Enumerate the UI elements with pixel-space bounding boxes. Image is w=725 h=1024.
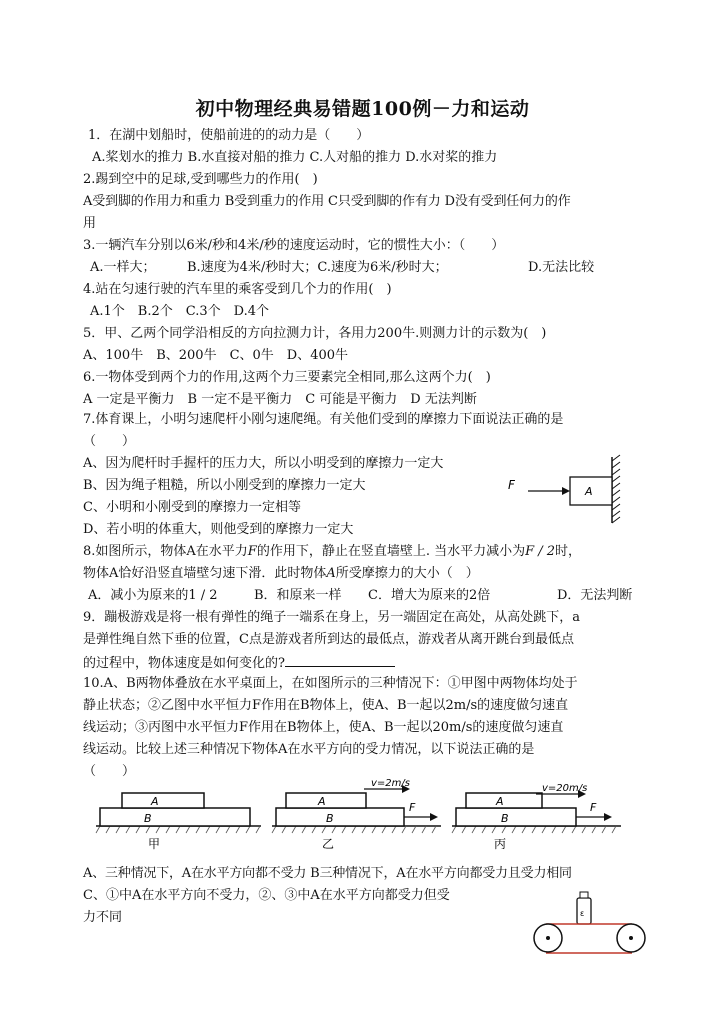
q2-stem: 2.踢到空中的足球,受到哪些力的作用( ): [83, 172, 318, 187]
wall-force-label: F: [508, 478, 515, 492]
q3-option-d: D.无法比较: [528, 260, 595, 275]
q6-options: A 一定是平衡力 B 一定不是平衡力 C 可能是平衡力 D 无法判断: [83, 392, 477, 407]
q5-options: A、100牛 B、200牛 C、0牛 D、400牛: [83, 348, 349, 363]
q4-stem: 4.站在匀速行驶的汽车里的乘客受到几个力的作用( ): [83, 282, 392, 297]
q8-stem: 8.如图所示，物体A在水平力F的作用下，静止在竖直墙壁上. 当水平力减小为F / 2时，: [83, 544, 582, 559]
q1-options: A.桨划水的推力 B.水直接对船的推力 C.人对船的推力 D.水对桨的推力: [92, 150, 498, 165]
q3-option-a: A.一样大；: [90, 260, 156, 275]
q5-stem: 5．甲、乙两个同学沿相反的方向拉测力计，各用力200牛.则测力计的示数为( ): [83, 326, 547, 341]
jia-block-a: A: [151, 795, 159, 808]
q10-stem-2: 静止状态；②乙图中水平恒力F作用在B物体上，使A、B一起以2m/s的速度做匀速直: [83, 698, 569, 713]
answer-blank[interactable]: [285, 654, 395, 667]
figure-bing: [452, 783, 621, 851]
yi-block-b: B: [326, 812, 334, 825]
q10-stem: 10.A、B两物体叠放在水平桌面上，在如图所示的三种情况下：①甲图中两物体均处于: [83, 676, 578, 691]
q3-stem: 3.一辆汽车分别以6米/秒和4米/秒的速度运动时，它的惯性大小：（ ）: [83, 238, 505, 253]
q7-option-d: D、若小明的体重大，则他受到的摩擦力一定大: [83, 522, 354, 537]
q7-stem: 7.体育课上，小明匀速爬杆小刚匀速爬绳。有关他们受到的摩擦力下面说法正确的是: [83, 412, 564, 427]
yi-force-label: F: [409, 801, 416, 814]
q9-stem-end: 的过程中，物体速度是如何变化的?: [83, 654, 395, 672]
blocks-figure: [96, 778, 636, 856]
q6-stem: 6.一物体受到两个力的作用,这两个力三要素完全相同,那么这两个力( ): [83, 370, 491, 385]
yi-speed-label: v=2m/s: [371, 778, 410, 789]
q7-option-c: C、小明和小刚受到的摩擦力一定相等: [83, 500, 301, 515]
q4-options: A.1个 B.2个 C.3个 D.4个: [90, 304, 269, 319]
jia-block-b: B: [144, 812, 152, 825]
q7-option-a: A、因为爬杆时手握杆的压力大，所以小明受到的摩擦力一定大: [83, 456, 444, 471]
q7-option-b: B、因为绳子粗糙，所以小刚受到的摩擦力一定大: [83, 478, 366, 493]
q2-options-cont: 用: [83, 216, 97, 231]
conveyor-figure: [534, 886, 654, 961]
q10-stem-5: （ ）: [83, 764, 136, 779]
q8-option-c: C．增大为原来的2倍: [368, 588, 491, 603]
wall-figure: [500, 455, 635, 525]
q1-stem: 1．在湖中划船时，使船前进的的动力是（ ）: [88, 128, 370, 143]
bing-block-b: B: [501, 812, 509, 825]
q10-option-c-cont: 力不同: [83, 910, 123, 925]
q9-stem-cont: 是弹性绳自然下垂的位置，C点是游戏者所到达的最低点，游戏者从离开跳台到最低点: [83, 632, 574, 647]
svg-text:ε: ε: [580, 909, 585, 918]
bing-speed-label: v=20m/s: [542, 783, 588, 794]
q7-stem-cont: （ ）: [83, 434, 136, 449]
figure-jia: [96, 793, 261, 851]
q8-option-d: D．无法判断: [557, 588, 633, 603]
q3-option-bc: B.速度为4米/秒时大；C.速度为6米/秒时大；: [187, 260, 448, 275]
yi-label: 乙: [322, 837, 335, 851]
page-title: 初中物理经典易错题100例－力和运动: [195, 98, 530, 120]
bing-label: 丙: [494, 837, 507, 851]
bing-block-a: A: [496, 795, 504, 808]
jia-label: 甲: [148, 837, 161, 851]
q8-option-a: A．减小为原来的1 / 2: [88, 588, 218, 603]
q10-option-c: C、①中A在水平方向不受力，②、③中A在水平方向都受力但受: [83, 888, 450, 903]
bing-force-label: F: [590, 801, 597, 814]
q8-option-b: B．和原来一样: [254, 588, 342, 603]
q2-options: A受到脚的作用力和重力 B受到重力的作用 C只受到脚的作有力 D没有受到任何力的作: [83, 194, 571, 209]
q8-stem-cont: 物体A恰好沿竖直墙壁匀速下滑．此时物体A所受摩擦力的大小（ ）: [83, 566, 479, 581]
wall-block-label: A: [585, 485, 593, 498]
q10-stem-4: 线运动。比较上述三种情况下物体A在水平方向的受力情况，以下说法正确的是: [83, 742, 535, 757]
q10-options-ab: A、三种情况下，A在水平方向都不受力 B三种情况下，A在水平方向都受力且受力相同: [83, 866, 572, 881]
q10-stem-3: 线运动；③丙图中水平恒力F作用在B物体上，使A、B一起以20m/s的速度做匀速直: [83, 720, 564, 735]
yi-block-a: A: [318, 795, 326, 808]
figure-yi: [272, 778, 441, 851]
q9-stem: 9．蹦极游戏是将一根有弹性的绳子一端系在身上，另一端固定在高处，从高处跳下，a: [83, 610, 581, 625]
